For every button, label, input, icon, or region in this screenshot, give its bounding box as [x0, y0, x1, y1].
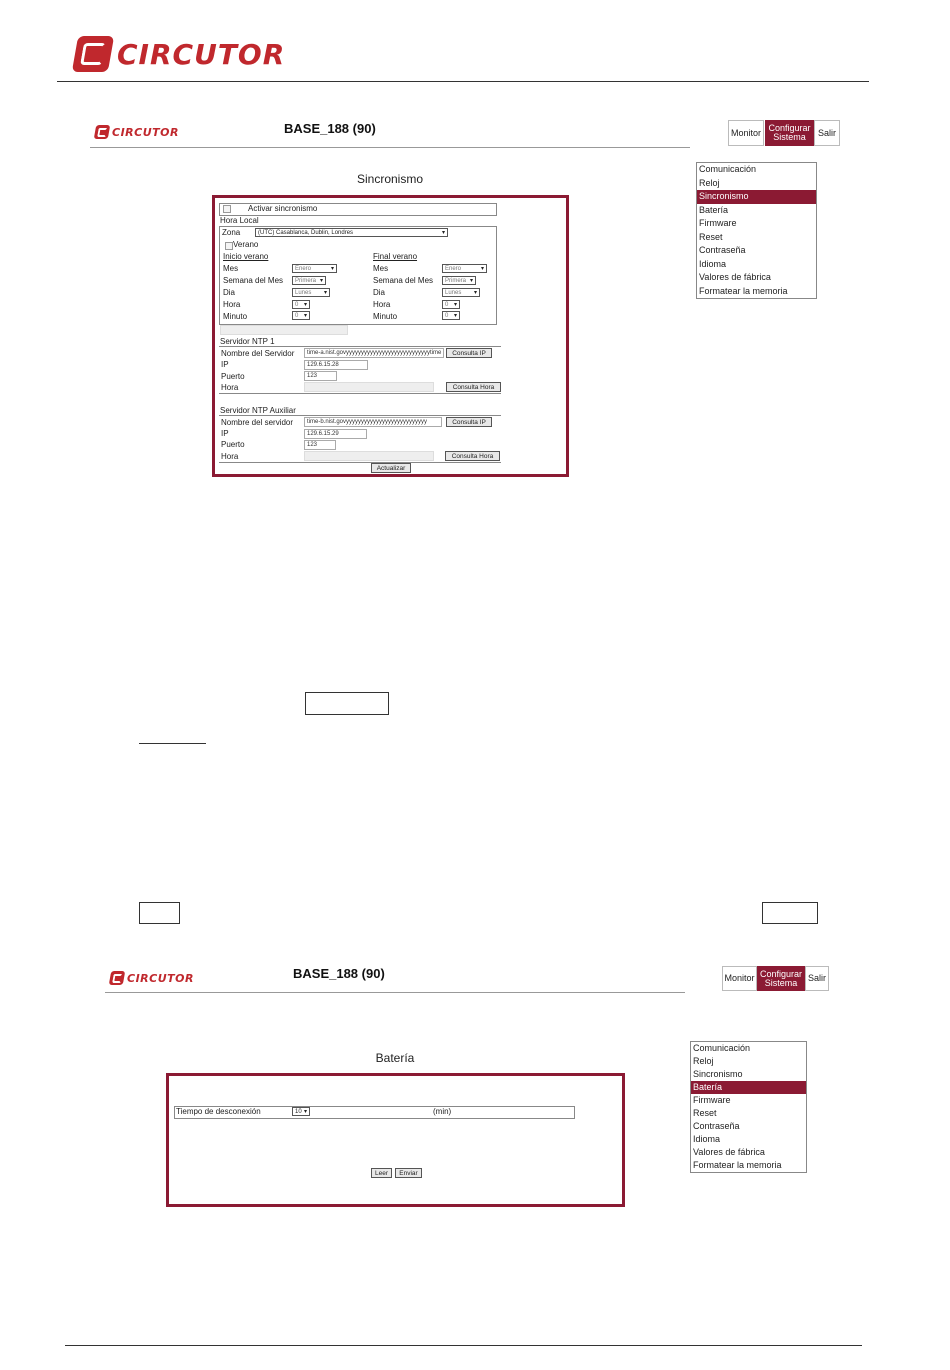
ntp1-port-input[interactable]: 123 [304, 371, 337, 381]
ntp2-ip-label: IP [221, 429, 229, 438]
circutor-logo-mark [72, 36, 114, 72]
sistema-label: Sistema [773, 132, 806, 142]
circutor-logo-text: CIRCUTOR [117, 37, 286, 71]
final-semana-select[interactable]: Primera ▾ [442, 276, 476, 285]
bateria-panel [166, 1073, 625, 1207]
underline-mark [139, 743, 206, 744]
ntp2-rule [219, 415, 501, 416]
menu-item-valores-fabrica[interactable]: Valores de fábrica [693, 1147, 765, 1157]
ntp2-server-label: Nombre del servidor [221, 418, 294, 427]
ntp2-title: Servidor NTP Auxiliar [220, 406, 296, 415]
menu-item-bateria[interactable]: Batería [691, 1081, 806, 1094]
ntp2-consulta-ip-button[interactable]: Consulta IP [446, 417, 492, 427]
ntp1-server-label: Nombre del Servidor [221, 349, 295, 358]
verano-label: Verano [233, 240, 259, 249]
screen2-configurar-button[interactable] [757, 966, 805, 991]
menu-item-reloj[interactable]: Reloj [693, 1056, 714, 1066]
zona-label: Zona [222, 228, 241, 237]
circutor-logo [75, 36, 285, 72]
activar-label: Activar sincronismo [248, 204, 318, 213]
ntp2-hora-display [304, 451, 434, 461]
empty-box-2 [139, 902, 180, 924]
screen2-logo [110, 971, 194, 985]
screen1-section-title: Sincronismo [356, 172, 424, 186]
ntp1-title: Servidor NTP 1 [220, 337, 275, 346]
menu-item-idioma[interactable]: Idioma [693, 1134, 721, 1144]
ntp2-consulta-hora-button[interactable]: Consulta Hora [445, 451, 500, 461]
ntp1-server-input[interactable]: time-a.nist.govyyyyyyyyyyyyyyyyyyyyyyyyyyyytime [304, 348, 444, 358]
sistema-label: Sistema [764, 977, 798, 988]
menu-item-comunicacion[interactable]: Comunicación [699, 164, 757, 174]
final-hora-label: Hora [373, 300, 391, 309]
menu-item-reset[interactable]: Reset [693, 1108, 717, 1118]
menu-item-formatear[interactable]: Formatear la memoria [699, 285, 788, 296]
inicio-mes-select[interactable]: Enero ▾ [292, 264, 337, 273]
inicio-hora-label: Hora [223, 300, 241, 309]
menu-item-contrasena[interactable]: Contraseña [693, 1121, 740, 1131]
inicio-semana-select[interactable]: Primera ▾ [292, 276, 326, 285]
menu-item-idioma[interactable]: Idioma [699, 258, 727, 269]
hora-local-label: Hora Local [220, 216, 259, 225]
ntp2-hora-label: Hora [221, 452, 239, 461]
final-hora-select[interactable]: 0 ▾ [442, 300, 460, 309]
final-verano-label: Final verano [373, 252, 418, 261]
menu-item-valores-fabrica[interactable]: Valores de fábrica [699, 272, 771, 282]
activar-checkbox[interactable] [223, 205, 231, 213]
configurar-label: Configurar [759, 968, 803, 979]
screen1-configurar-button[interactable] [765, 120, 814, 146]
zona-select[interactable]: (UTC) Casablanca, Dublin, Londres ▾ [255, 228, 448, 237]
screen1-monitor-button[interactable]: Monitor [728, 120, 764, 146]
menu-item-sincronismo[interactable]: Sincronismo [693, 1069, 743, 1079]
verano-checkbox[interactable] [225, 242, 233, 250]
ntp1-rule [219, 346, 501, 347]
screen1-config-menu [696, 162, 817, 299]
ntp1-consulta-ip-button[interactable]: Consulta IP [446, 348, 492, 358]
menu-item-sincronismo[interactable]: Sincronismo [697, 190, 816, 204]
ntp1-hora-label: Hora [221, 383, 239, 392]
screen2-logo-text: CIRCUTOR [127, 971, 194, 985]
ntp1-ip-input[interactable]: 129.6.15.28 [304, 360, 368, 370]
header-divider [57, 81, 869, 82]
empty-box-3 [762, 902, 818, 924]
menu-item-formatear[interactable]: Formatear la memoria [693, 1160, 782, 1170]
final-minuto-select[interactable]: 0 ▾ [442, 311, 460, 320]
inicio-semana-label: Semana del Mes [223, 276, 284, 285]
menu-item-comunicacion[interactable]: Comunicación [693, 1043, 751, 1053]
leer-button[interactable]: Leer [371, 1168, 392, 1178]
menu-item-reloj[interactable]: Reloj [699, 177, 720, 188]
tiempo-select[interactable]: 10 ▾ [292, 1107, 310, 1116]
ntp2-port-label: Puerto [221, 440, 245, 449]
screen1-device-title: BASE_188 (90) [284, 121, 376, 136]
menu-item-firmware[interactable]: Firmware [693, 1095, 731, 1105]
final-mes-select[interactable]: Enero ▾ [442, 264, 487, 273]
configurar-label: Configurar [768, 123, 811, 133]
ntp1-port-label: Puerto [221, 372, 245, 381]
screen1-salir-button[interactable]: Salir [814, 120, 840, 146]
screen2-monitor-button[interactable]: Monitor [722, 966, 757, 991]
ntp2-server-input[interactable]: time-b.nist.govyyyyyyyyyyyyyyyyyyyyyyyyyyy [304, 417, 442, 427]
screen2-device-title: BASE_188 (90) [293, 966, 385, 981]
menu-item-contrasena[interactable]: Contraseña [699, 245, 746, 255]
inicio-verano-label: Inicio verano [223, 252, 269, 261]
screen1-logo [95, 125, 179, 139]
final-semana-label: Semana del Mes [373, 276, 434, 285]
ntp2-ip-input[interactable]: 129.6.15.29 [304, 429, 367, 439]
screen2-header-line [105, 992, 685, 993]
ntp1-hora-display [304, 382, 434, 392]
footer-divider [65, 1345, 862, 1346]
final-mes-label: Mes [373, 264, 389, 273]
final-minuto-label: Minuto [373, 312, 398, 321]
ntp1-ip-label: IP [221, 360, 229, 369]
screen1-header-line [90, 147, 690, 148]
screen2-section-title: Batería [375, 1051, 415, 1065]
actualizar-button[interactable]: Actualizar [371, 463, 411, 473]
screen1-logo-mark [94, 125, 110, 139]
tiempo-label: Tiempo de desconexión [176, 1107, 261, 1116]
final-dia-label: Dia [373, 288, 386, 297]
enviar-button[interactable]: Enviar [395, 1168, 422, 1178]
screen2-salir-button[interactable]: Salir [805, 966, 829, 991]
screen2-config-menu [690, 1041, 807, 1173]
inicio-dia-select[interactable]: Lunes ▾ [292, 288, 330, 297]
hora-local-display [220, 325, 348, 335]
ntp2-bottom-rule [219, 462, 501, 463]
unit-label: (min) [433, 1107, 452, 1116]
menu-item-bateria[interactable]: Batería [699, 204, 729, 215]
sincronismo-panel [212, 195, 569, 477]
inicio-hora-select[interactable]: 0 ▾ [292, 300, 310, 309]
inicio-dia-label: Dia [223, 288, 236, 297]
menu-item-firmware[interactable]: Firmware [699, 218, 737, 228]
ntp1-bottom-rule [219, 393, 501, 394]
menu-item-reset[interactable]: Reset [699, 231, 723, 242]
inicio-mes-label: Mes [223, 264, 239, 273]
ntp2-port-input[interactable]: 123 [304, 440, 336, 450]
ntp1-consulta-hora-button[interactable]: Consulta Hora [446, 382, 501, 392]
inicio-minuto-select[interactable]: 0 ▾ [292, 311, 310, 320]
screen2-logo-mark [109, 971, 125, 985]
empty-box-1 [305, 692, 389, 715]
screen1-logo-text: CIRCUTOR [112, 125, 179, 139]
final-dia-select[interactable]: Lunes ▾ [442, 288, 480, 297]
inicio-minuto-label: Minuto [223, 312, 248, 321]
